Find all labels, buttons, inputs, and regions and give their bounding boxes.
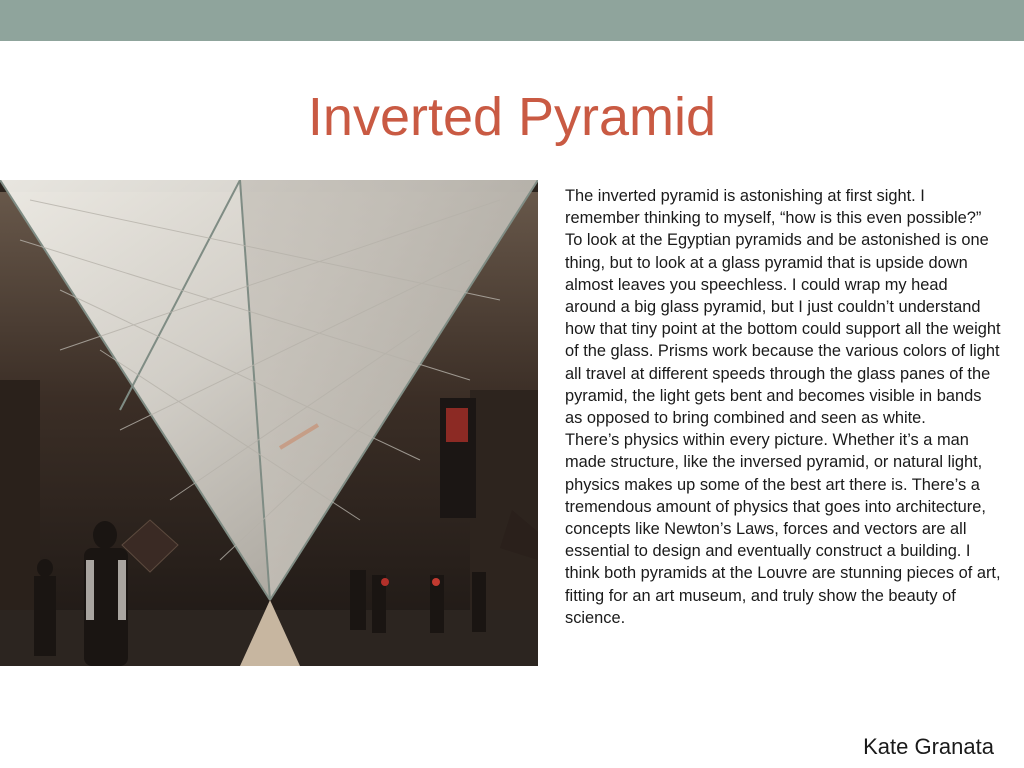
paragraph-physics: There’s physics within every picture. Whether it’s a man made structure, like the inversed pyramid, or natural light, physics makes up some of the best art there is. There’s a tremendous amount of physics that goes into architecture, concepts like Newton’s Laws, forces and vectors are all essential to design and eventually construct a building. I think both pyramids at the Louvre are stunning pieces of art, fitting for an art museum, and truly show the beauty of science. [565, 431, 1001, 627]
inverted-pyramid-photo [0, 180, 538, 666]
slide-body-text [565, 185, 1001, 629]
slide-title: Inverted Pyramid [307, 87, 717, 147]
author-name: Kate Granata [863, 734, 994, 759]
paragraph-prisms: The inverted pyramid is astonishing at first sight. I remember thinking to myself, “how is this even possible?” To look at the Egyptian pyramids and be astonished is one thing, but to look at a glass pyramid that is upside down almost leaves you speechless. I could wrap my head around a big glass pyramid, but I just couldn’t understand how that tiny point at the bottom could support all the weight of the glass. Prisms work because the various colors of light all travel at different speeds through the glass panes of the pyramid, the light gets bent and becomes visible in bands as opposed to bring combined and seen as white. [565, 187, 1001, 428]
top-accent-band [0, 0, 1024, 41]
